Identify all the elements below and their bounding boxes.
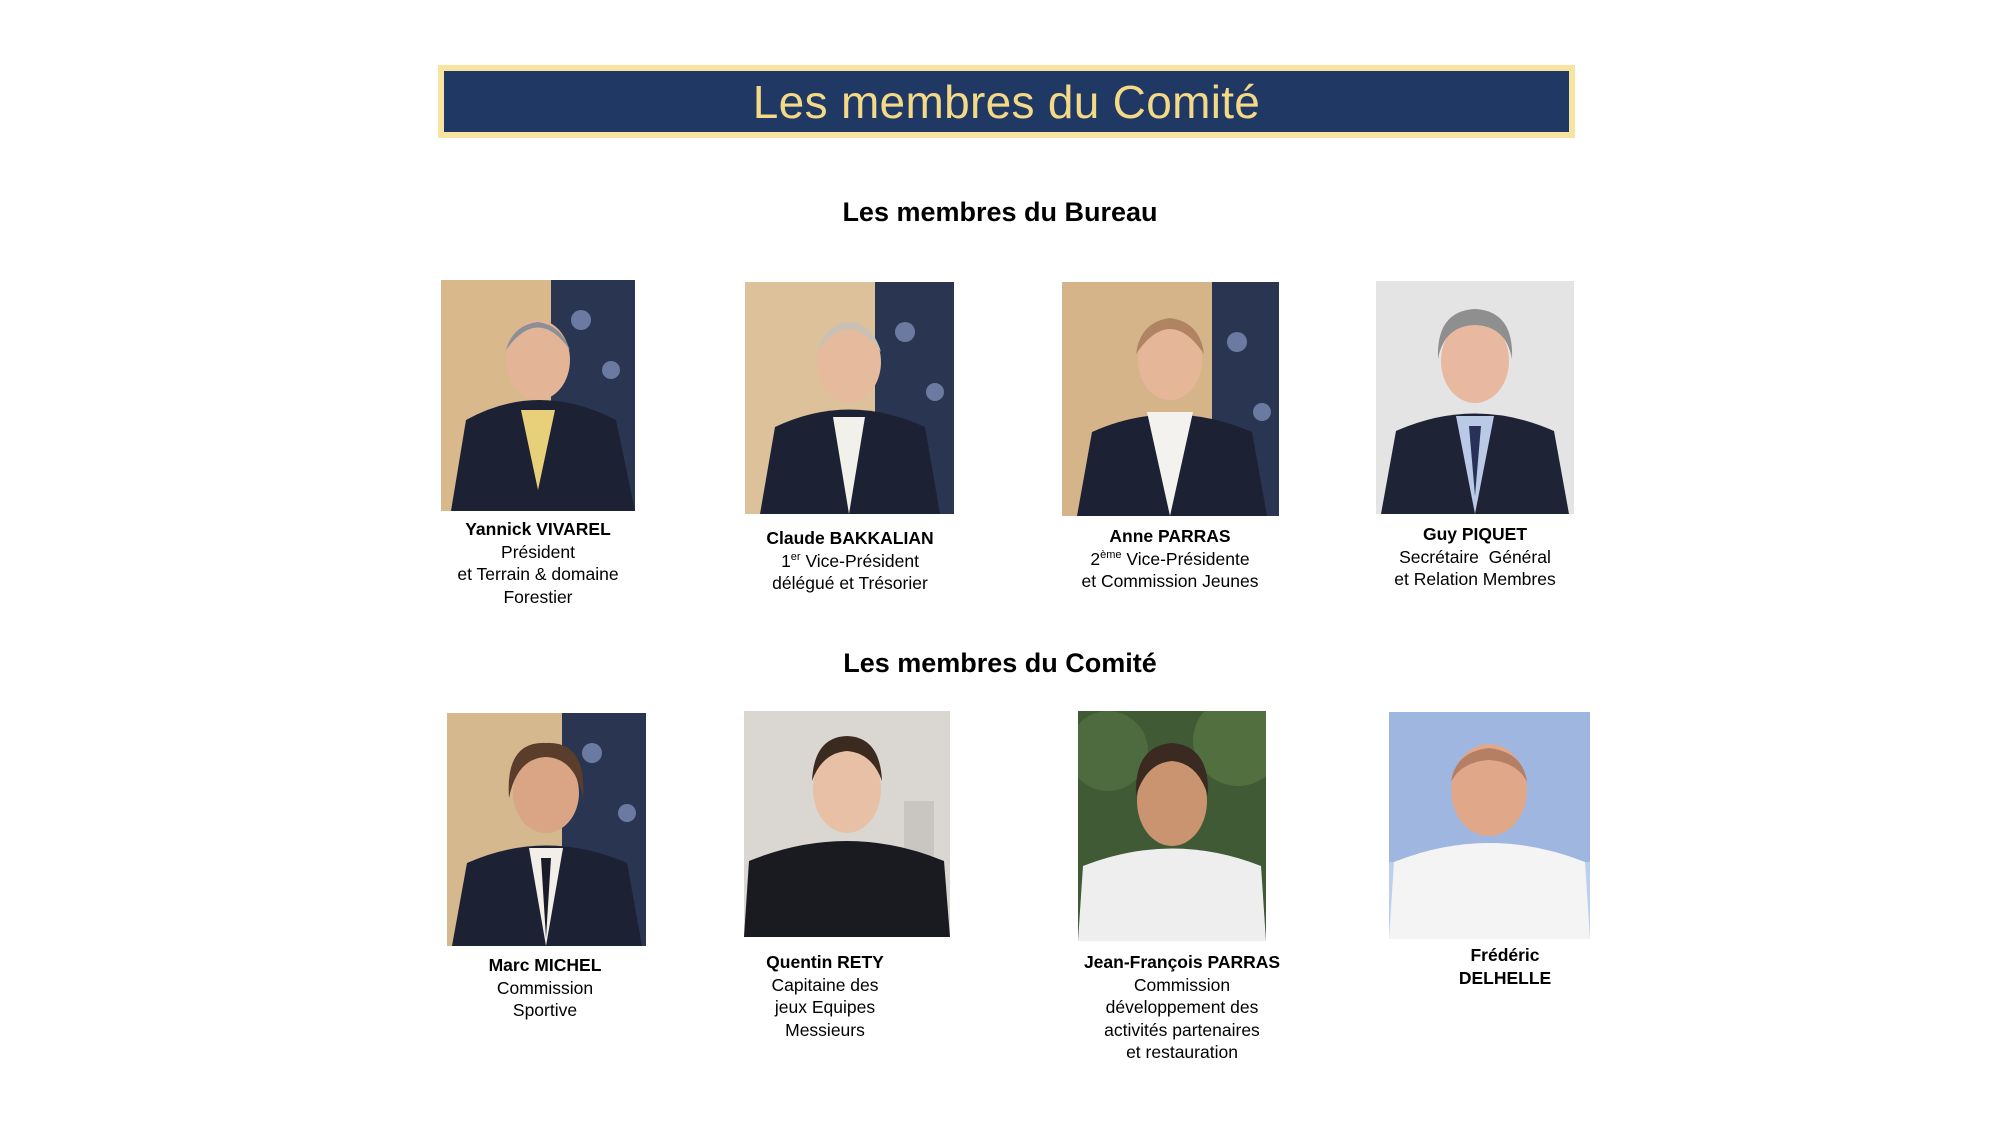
member-role: Sportive (512, 1000, 578, 1020)
ordinal-number: 2 (1090, 548, 1101, 569)
section-heading-comite: Les membres du Comité (843, 648, 1157, 678)
member-role: Forestier (503, 586, 573, 607)
member-role-line (680, 550, 1020, 573)
member-name: Jean-François PARRAS (1083, 952, 1281, 972)
title-banner (438, 65, 1575, 138)
member-name: Claude BAKKALIAN (766, 528, 934, 548)
member-role: et Relation Membres (1394, 569, 1556, 589)
member-name: Quentin RETY (766, 952, 884, 972)
member-role: Président (501, 541, 575, 562)
photo-marc-michel (447, 713, 646, 946)
member-role: délégué et Trésorier (772, 573, 928, 593)
member-role: Capitaine des (771, 974, 879, 995)
member-caption (1305, 523, 1645, 591)
member-caption (368, 518, 708, 608)
member-role: Secrétaire Général (1399, 546, 1551, 567)
member-name: Yannick VIVAREL (465, 519, 611, 539)
member-role: et Terrain & domaine (457, 564, 619, 584)
member-role: Vice-Président (800, 550, 919, 571)
member-name: Anne PARRAS (1109, 526, 1231, 546)
member-name: DELHELLE (1458, 967, 1552, 988)
member-role-line (1000, 548, 1340, 571)
member-role: Vice-Présidente (1121, 548, 1250, 569)
member-role: et Commission Jeunes (1081, 571, 1259, 591)
member-name: Frédéric (1470, 945, 1540, 965)
page-title: Les membres du Comité (752, 75, 1261, 128)
member-role: jeux Equipes (774, 997, 876, 1017)
member-role: Commission (496, 977, 594, 998)
ordinal-suffix: er (790, 550, 801, 563)
member-role: développement des (1105, 997, 1259, 1017)
member-role: et restauration (1126, 1042, 1238, 1062)
ordinal-suffix: ème (1100, 548, 1122, 561)
member-caption (1012, 951, 1352, 1064)
member-role: Messieurs (785, 1019, 865, 1040)
member-caption (680, 527, 1020, 595)
ordinal-number: 1 (781, 550, 791, 571)
section-heading-bureau: Les membres du Bureau (842, 197, 1158, 227)
photo-frederic-delhelle (1389, 712, 1590, 939)
photo-quentin-rety (744, 711, 950, 937)
member-name: Guy PIQUET (1422, 524, 1528, 544)
photo-guy-piquet (1376, 281, 1574, 514)
member-role: activités partenaires (1104, 1019, 1260, 1040)
photo-anne-parras (1062, 282, 1279, 516)
member-caption (1335, 944, 1675, 989)
member-role: Commission (1133, 974, 1231, 995)
member-caption (1000, 525, 1340, 593)
photo-jean-francois-parras (1078, 711, 1266, 941)
member-name: Marc MICHEL (488, 955, 602, 975)
photo-yannick-vivarel (441, 280, 635, 511)
member-caption (655, 951, 995, 1041)
photo-claude-bakkalian (745, 282, 954, 514)
